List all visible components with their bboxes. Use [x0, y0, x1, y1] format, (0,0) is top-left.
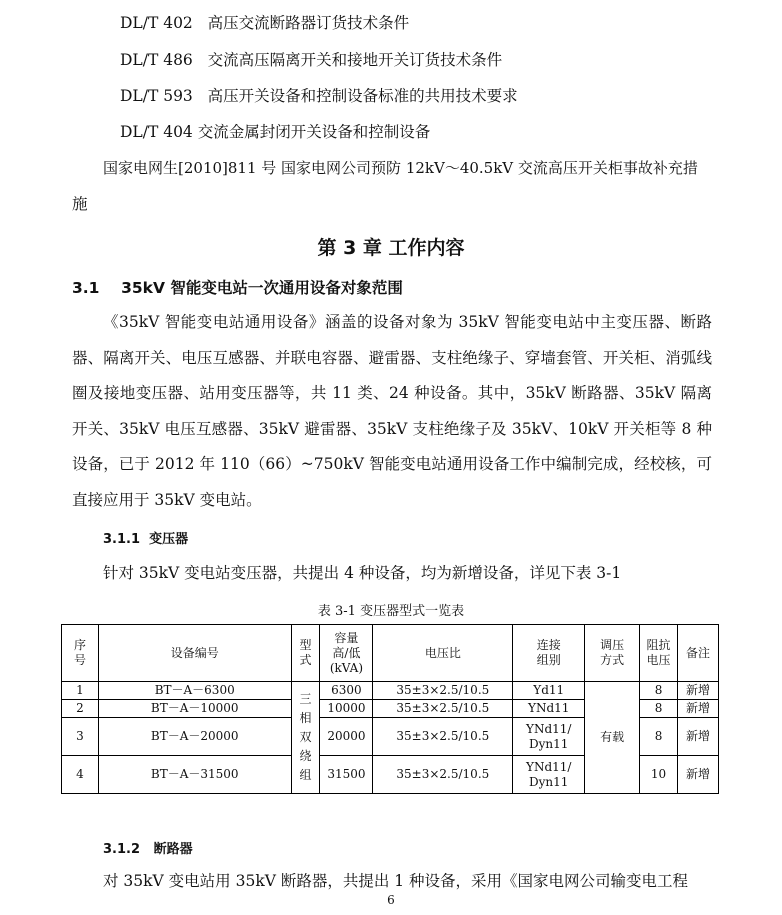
table-row: [62, 682, 719, 700]
chapter-title: 第 3 章 工作内容: [317, 237, 465, 259]
cell-no: 3: [62, 718, 99, 756]
standard-title: 交流金属封闭开关设备和控制设备: [197, 123, 431, 141]
cell-remark: 新增: [678, 756, 719, 794]
section-heading-3-1-2: [103, 838, 193, 857]
section-number: 3.1: [72, 279, 100, 297]
standard-title: 高压开关设备和控制设备标准的共用技术要求: [207, 87, 518, 105]
cell-code: BT－A－6300: [98, 682, 291, 700]
header-remark: 备注: [678, 625, 719, 682]
section-heading-3-1: [72, 276, 403, 298]
header-capacity: 容量 高/低 (kVA): [320, 625, 373, 682]
cell-group: YNd11/ Dyn11: [513, 756, 585, 794]
cell-no: 2: [62, 700, 99, 718]
cell-remark: 新增: [678, 718, 719, 756]
cell-impedance: 10: [640, 756, 678, 794]
section-text: 对 35kV 变电站用 35kV 断路器，共提出 1 种设备，采用《国家电网公司输变电工程: [103, 872, 689, 890]
header-impedance: 阻抗 电压: [640, 625, 678, 682]
header-regulation: 调压 方式: [585, 625, 640, 682]
cell-capacity: 31500: [320, 756, 373, 794]
table-caption: 表 3-1 变压器型式一览表: [317, 604, 465, 619]
cell-group: YNd11: [513, 700, 585, 718]
cell-group: YNd11/ Dyn11: [513, 718, 585, 756]
standard-code: DL/T 404: [120, 123, 193, 141]
header-ratio: 电压比: [373, 625, 513, 682]
section-text: 针对 35kV 变电站变压器，共提出 4 种设备，均为新增设备，详见下表 3-1: [103, 564, 622, 582]
cell-impedance: 8: [640, 682, 678, 700]
standard-code: DL/T 486: [120, 51, 193, 69]
section-title: 断路器: [153, 842, 193, 857]
cell-ratio: 35±3×2.5/10.5: [373, 700, 513, 718]
gov-doc-line: 国家电网生[2010]811 号 国家电网公司预防 12kV～40.5kV 交流高压开关柜事故补充措: [103, 159, 698, 177]
header-code: 设备编号: [98, 625, 291, 682]
section-number: 3.1.2: [103, 842, 141, 857]
gov-doc-line-cont: 施: [72, 195, 88, 213]
header-type: 型 式: [291, 625, 320, 682]
cell-impedance: 8: [640, 700, 678, 718]
cell-ratio: 35±3×2.5/10.5: [373, 756, 513, 794]
standard-title: 高压交流断路器订货技术条件: [207, 14, 410, 32]
cell-capacity: 6300: [320, 682, 373, 700]
section-title: 35kV 智能变电站一次通用设备对象范围: [121, 279, 403, 297]
section-heading-3-1-1: [103, 528, 188, 547]
cell-code: BT－A－10000: [98, 700, 291, 718]
standard-item: [120, 86, 518, 106]
cell-type-merged: 三 相 双 绕 组: [291, 682, 320, 794]
cell-impedance: 8: [640, 718, 678, 756]
standard-item: [120, 13, 409, 33]
standard-code: DL/T 593: [120, 87, 193, 105]
cell-code: BT－A－31500: [98, 756, 291, 794]
transformer-table: [61, 624, 719, 794]
cell-group: Yd11: [513, 682, 585, 700]
cell-regulation-merged: 有载: [585, 682, 640, 794]
cell-ratio: 35±3×2.5/10.5: [373, 682, 513, 700]
cell-remark: 新增: [678, 682, 719, 700]
cell-no: 1: [62, 682, 99, 700]
cell-ratio: 35±3×2.5/10.5: [373, 718, 513, 756]
cell-code: BT－A－20000: [98, 718, 291, 756]
standard-item: [120, 50, 502, 70]
section-paragraph: 《35kV 智能变电站通用设备》涵盖的设备对象为 35kV 智能变电站中主变压器、断路器、隔离开关、电压互感器、并联电容器、避雷器、支柱绝缘子、穿墙套管、开关柜、消弧线圈及接地变压器、站用变压器等，共 11 类、24 种设备。其中，35kV 断路器、35kV 隔离开关、35kV 电压互感器、35kV 避雷器、35kV 支柱绝缘子及 35kV、10kV 开关柜等 8 种设备，已于 2012 年 110（66）~750kV 智能变电站通用设备工作中编制完成，经校核，可直接应用于 35kV 变电站。: [72, 313, 712, 509]
section-title: 变压器: [149, 532, 189, 547]
cell-capacity: 10000: [320, 700, 373, 718]
cell-capacity: 20000: [320, 718, 373, 756]
header-group: 连接 组别: [513, 625, 585, 682]
cell-remark: 新增: [678, 700, 719, 718]
page-number: 6: [387, 893, 395, 907]
section-number: 3.1.1: [103, 532, 141, 547]
standard-title: 交流高压隔离开关和接地开关订货技术条件: [207, 51, 503, 69]
cell-no: 4: [62, 756, 99, 794]
table-header-row: [62, 625, 719, 682]
header-no: 序 号: [62, 625, 99, 682]
standard-item: [120, 122, 430, 142]
standard-code: DL/T 402: [120, 14, 193, 32]
